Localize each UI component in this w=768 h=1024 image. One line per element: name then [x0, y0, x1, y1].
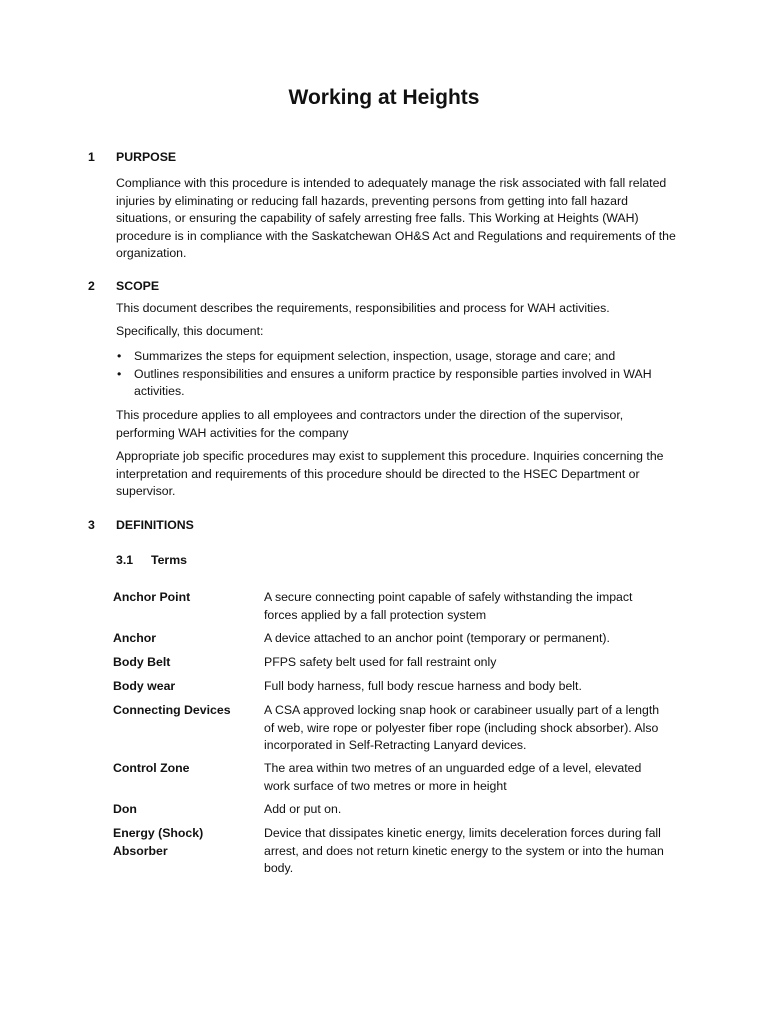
bullet-icon: • — [117, 366, 122, 381]
scope-paragraph: Appropriate job specific procedures may exist to supplement this procedure. Inquiries concerning the interpretation and requirements of this procedure should be directed to the HSEC Department or supervisor. — [116, 449, 664, 498]
section-number: 2 — [88, 279, 95, 293]
subsection-title: Terms — [151, 553, 187, 567]
definition-text: Device that dissipates kinetic energy, limits deceleration forces during fall arrest, and does not return kinetic energy to the system or into the human body. — [264, 826, 664, 875]
definition-text: Add or put on. — [264, 802, 342, 816]
definition-text: A CSA approved locking snap hook or carabineer usually part of a length of web, wire rope or polyester fiber rope (including shock absorber). Also incorporated in Self-Retracting Lanyard devices. — [264, 703, 660, 752]
purpose-paragraph: Compliance with this procedure is intended to adequately manage the risk associated with fall related injuries by eliminating or reducing fall hazards, preventing persons from getting into fall hazard situations, or ensuring the capability of safely arresting free falls. This Working at Heights (WAH) procedure is in compliance with the Saskatchewan OH&S Act and Regulations and requirements of the organization. — [116, 176, 676, 260]
scope-paragraph: This document describes the requirements, responsibilities and process for WAH activities. — [116, 301, 610, 315]
scope-paragraph: This procedure applies to all employees and contractors under the direction of the supervisor, performing WAH activities for the company — [116, 408, 624, 440]
section-title: PURPOSE — [116, 150, 177, 164]
list-item-text: Summarizes the steps for equipment selection, inspection, usage, storage and care; and — [134, 349, 616, 363]
definition-text: A device attached to an anchor point (temporary or permanent). — [264, 631, 610, 645]
subsection-heading-terms — [116, 552, 187, 570]
section-title: DEFINITIONS — [116, 518, 194, 532]
definition-term: Energy (Shock) Absorber — [113, 826, 204, 858]
definition-term: Control Zone — [113, 761, 190, 775]
document-title: Working at Heights — [288, 86, 480, 109]
definition-term: Body Belt — [113, 655, 171, 669]
bullet-icon: • — [117, 349, 122, 363]
definition-text: The area within two metres of an unguarded edge of a level, elevated work surface of two metres or more in height — [264, 761, 642, 793]
section-heading-scope — [88, 278, 159, 296]
scope-paragraph: Specifically, this document: — [116, 324, 264, 338]
subsection-number: 3.1 — [116, 553, 134, 567]
definition-text: A secure connecting point capable of safely withstanding the impact forces applied by a fall protection system — [264, 590, 633, 622]
list-item — [116, 366, 676, 401]
section-heading-purpose — [88, 149, 176, 167]
definition-text: Full body harness, full body rescue harness and body belt. — [264, 679, 582, 693]
list-item — [116, 348, 676, 366]
section-heading-definitions — [88, 517, 194, 535]
section-number: 1 — [88, 150, 95, 164]
scope-bullet-list — [116, 348, 676, 401]
definition-term: Body wear — [113, 679, 176, 693]
list-item-text: Outlines responsibilities and ensures a uniform practice by responsible parties involved in WAH activities. — [134, 366, 652, 398]
definition-term: Anchor — [113, 631, 157, 645]
definition-term: Connecting Devices — [113, 703, 231, 717]
definition-term: Anchor Point — [113, 590, 191, 604]
definition-term: Don — [113, 802, 137, 816]
section-title: SCOPE — [116, 279, 160, 293]
section-number: 3 — [88, 518, 95, 532]
definition-text: PFPS safety belt used for fall restraint only — [264, 655, 497, 669]
